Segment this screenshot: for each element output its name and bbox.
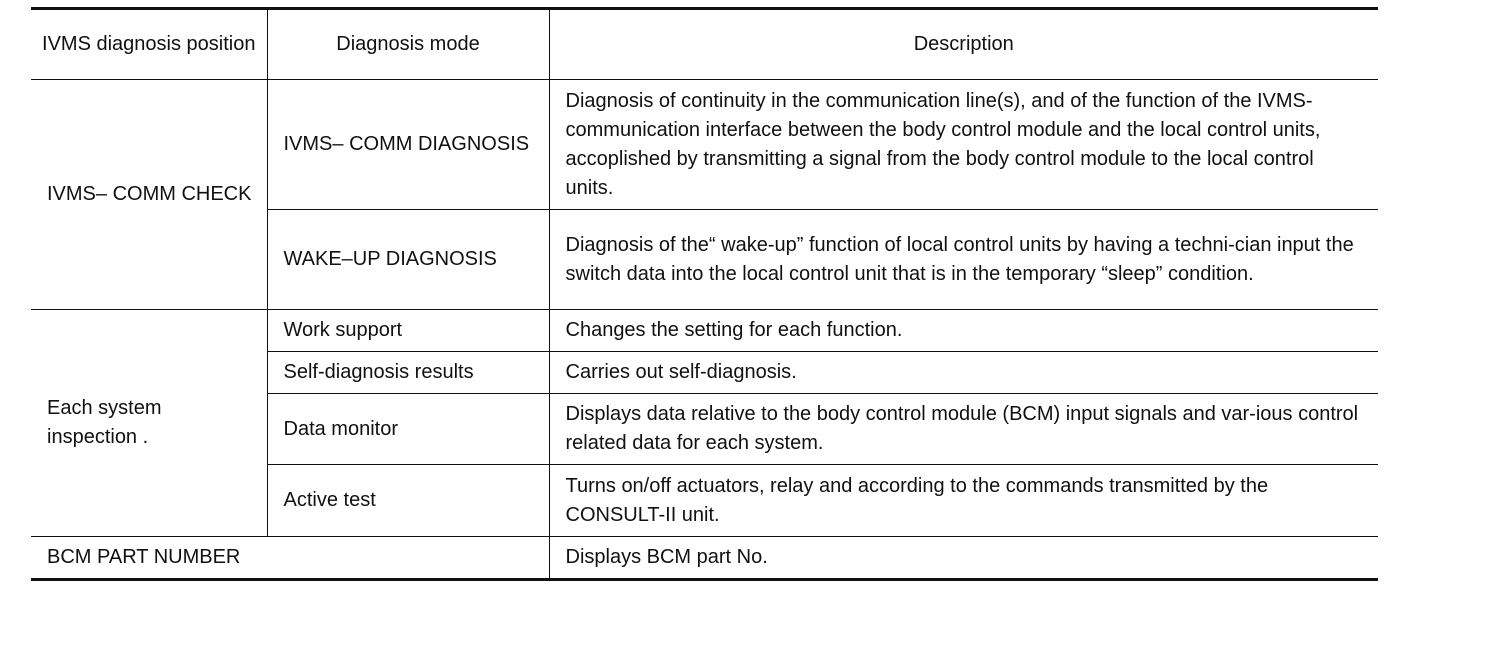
mode-wake-up-diagnosis: WAKE–UP DIAGNOSIS [267, 210, 549, 310]
table-row [31, 310, 1378, 352]
description-work-support: Changes the setting for each function. [549, 310, 1378, 352]
position-ivms-comm-check: IVMS– COMM CHECK [31, 80, 267, 310]
description-self-diagnosis-results: Carries out self-diagnosis. [549, 352, 1378, 394]
description-wake-up-diagnosis: Diagnosis of the“ wake-up” function of local control units by having a techni-cian input the switch data into the local control unit that is in the temporary “sleep” condition. [549, 210, 1378, 310]
diagnosis-mode-table [31, 7, 1378, 581]
mode-data-monitor: Data monitor [267, 394, 549, 465]
table-row [31, 537, 1378, 580]
mode-self-diagnosis-results: Self-diagnosis results [267, 352, 549, 394]
mode-ivms-comm-diagnosis: IVMS– COMM DIAGNOSIS [267, 80, 549, 210]
header-row [31, 9, 1378, 80]
position-each-system-inspection: Each system inspection . [31, 310, 267, 537]
header-description: Description [549, 9, 1378, 80]
description-bcm-part-number: Displays BCM part No. [549, 537, 1378, 580]
description-ivms-comm-diagnosis: Diagnosis of continuity in the communication line(s), and of the function of the IVMS-communication interface between the body control module and the local control units, accoplished by transmitting a signal from the body control module to the local control units. [549, 80, 1378, 210]
table-header [31, 9, 1378, 80]
header-mode: Diagnosis mode [267, 9, 549, 80]
table-body [31, 80, 1378, 580]
mode-active-test: Active test [267, 465, 549, 537]
table-row [31, 80, 1378, 210]
description-active-test: Turns on/off actuators, relay and according to the commands transmitted by the CONSULT-II unit. [549, 465, 1378, 537]
description-data-monitor: Displays data relative to the body control module (BCM) input signals and var-ious control related data for each system. [549, 394, 1378, 465]
mode-work-support: Work support [267, 310, 549, 352]
header-position: IVMS diagnosis position [31, 9, 267, 80]
position-bcm-part-number: BCM PART NUMBER [31, 537, 549, 580]
